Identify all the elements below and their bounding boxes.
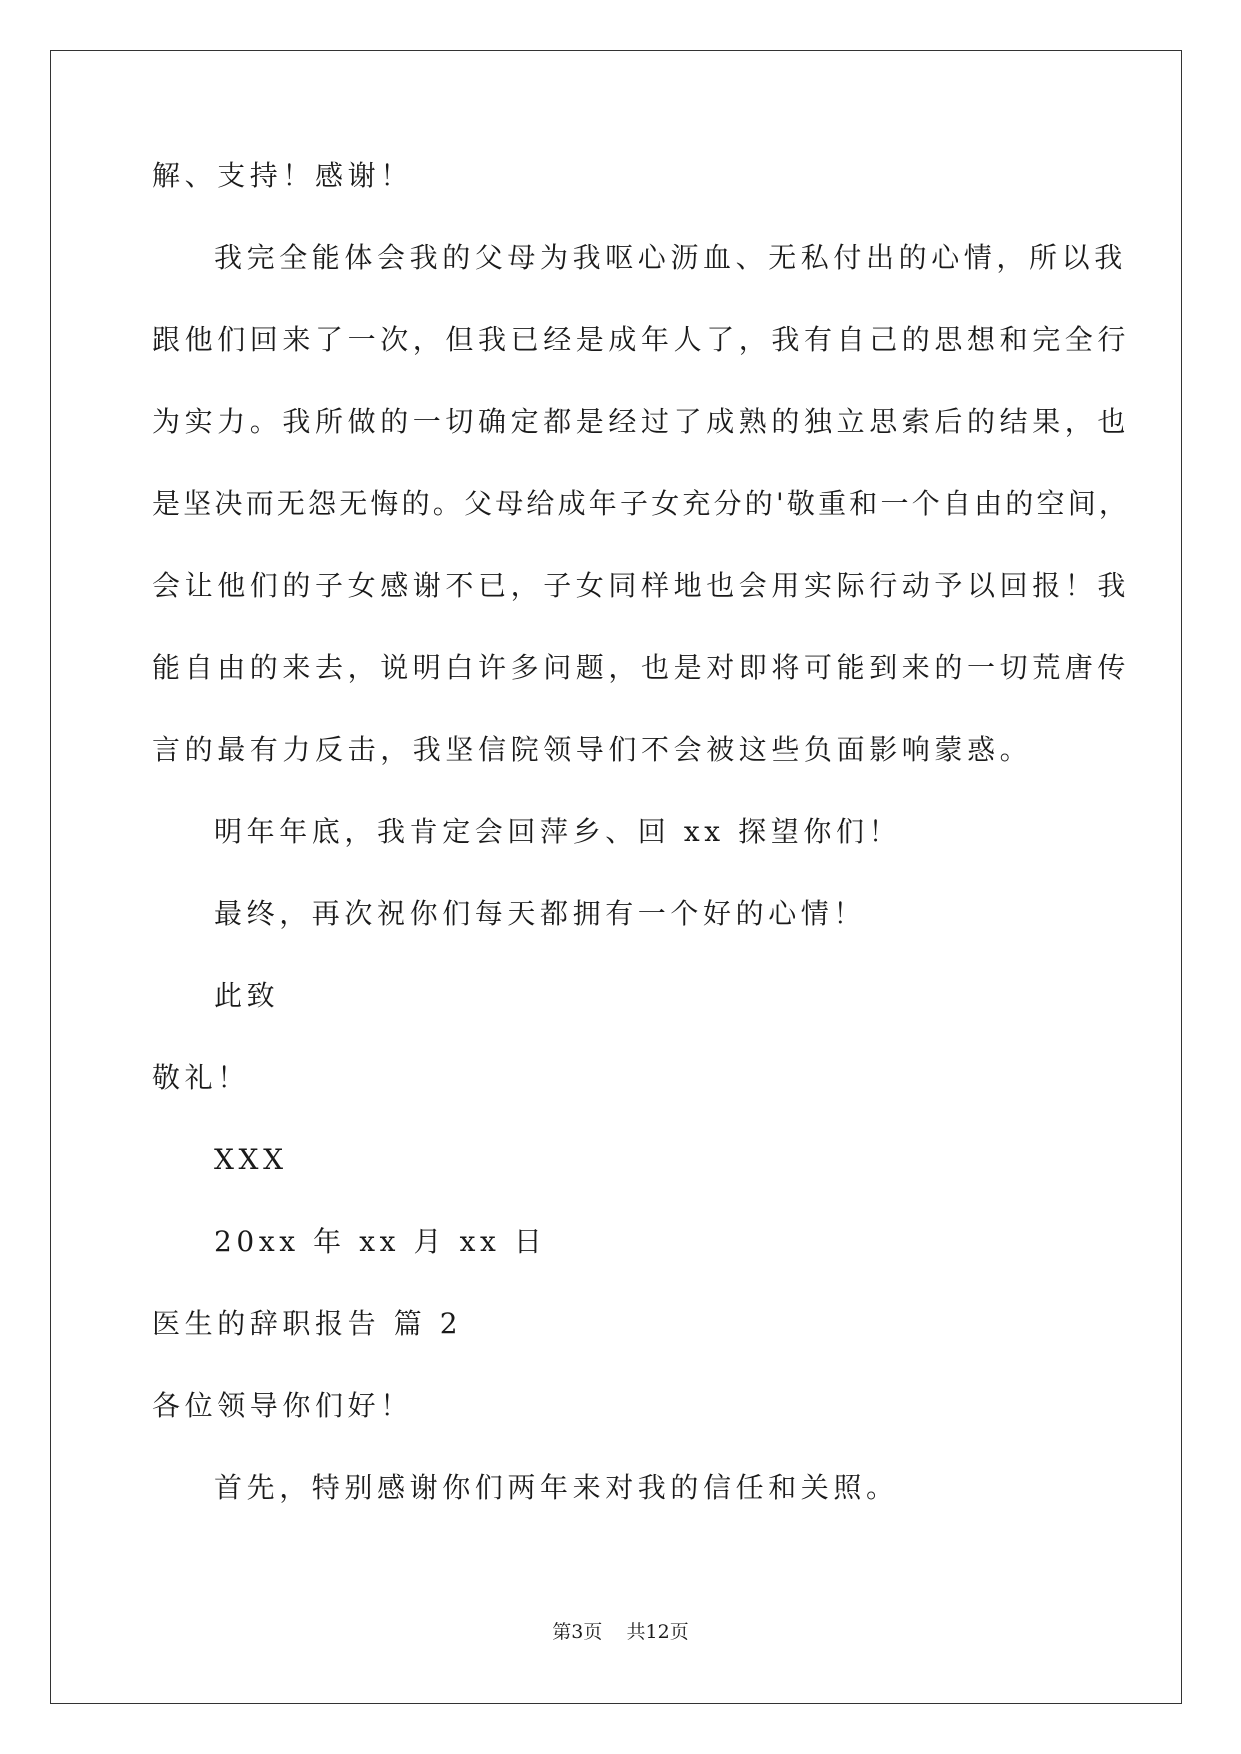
paragraph-line: 是坚决而无怨无悔的。父母给成年子女充分的'敬重和一个自由的空间， xyxy=(152,487,1131,520)
signature-date: 20xx 年 xx 月 xx 日 xyxy=(214,1225,547,1258)
section-heading: 医生的辞职报告 篇 2 xyxy=(152,1307,463,1340)
page-number-footer: 第3页 共12页 xyxy=(552,1621,689,1643)
paragraph-line: 明年年底，我肯定会回萍乡、回 xx 探望你们！ xyxy=(214,815,902,848)
paragraph-line: 解、支持！感谢！ xyxy=(152,159,413,192)
paragraph-line: 为实力。我所做的一切确定都是经过了成熟的独立思索后的结果，也 xyxy=(152,405,1131,438)
paragraph-line: 我完全能体会我的父母为我呕心沥血、无私付出的心情，所以我 xyxy=(214,241,1127,274)
paragraph-line: 会让他们的子女感谢不已，子女同样地也会用实际行动予以回报！我 xyxy=(152,569,1131,602)
closing-regards: 敬礼！ xyxy=(152,1061,250,1094)
paragraph-line: 首先，特别感谢你们两年来对我的信任和关照。 xyxy=(214,1471,899,1504)
document-body xyxy=(152,159,1131,1554)
greeting-line: 各位领导你们好！ xyxy=(152,1389,413,1422)
paragraph-line: 言的最有力反击，我坚信院领导们不会被这些负面影响蒙惑。 xyxy=(152,733,1033,766)
signature-name: XXX xyxy=(214,1143,288,1176)
closing-salutation: 此致 xyxy=(214,979,280,1012)
paragraph-line: 能自由的来去，说明白许多问题，也是对即将可能到来的一切荒唐传 xyxy=(152,651,1131,684)
paragraph-line: 跟他们回来了一次，但我已经是成年人了，我有自己的思想和完全行 xyxy=(152,323,1131,356)
paragraph-line: 最终，再次祝你们每天都拥有一个好的心情！ xyxy=(214,897,867,930)
